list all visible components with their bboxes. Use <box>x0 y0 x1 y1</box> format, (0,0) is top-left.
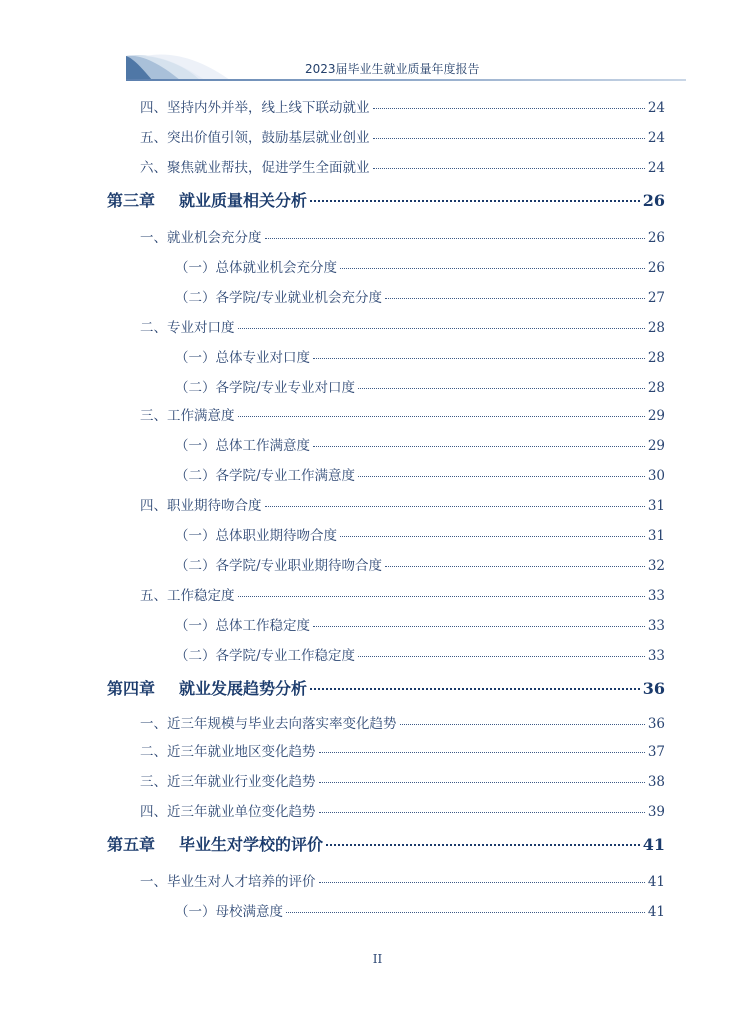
toc-entry-label: （二）各学院/专业就业机会充分度 <box>175 290 383 306</box>
header-title: 2023届毕业生就业质量年度报告 <box>305 62 480 76</box>
toc-dot-leader <box>358 476 645 477</box>
toc-dot-leader <box>319 782 645 783</box>
toc-entry[interactable] <box>175 464 665 484</box>
toc-dot-leader <box>373 138 645 139</box>
toc-page-number: 37 <box>647 744 665 760</box>
toc-page-number: 41 <box>642 835 665 854</box>
toc-entry-label: （一）总体工作满意度 <box>175 438 310 454</box>
toc-page-number: 33 <box>647 588 665 604</box>
toc-page-number: 30 <box>647 468 665 484</box>
toc-entry[interactable] <box>140 316 665 336</box>
toc-dot-leader <box>385 298 645 299</box>
toc-page-number: 41 <box>647 904 665 920</box>
toc-entry[interactable] <box>175 434 665 454</box>
toc-dot-leader <box>400 724 645 725</box>
toc-entry[interactable] <box>140 226 665 246</box>
toc-chapter-title: 就业质量相关分析 <box>179 191 308 210</box>
toc-entry[interactable] <box>175 376 665 396</box>
toc-entry-label: （二）各学院/专业工作满意度 <box>175 468 356 484</box>
toc-entry-label: （二）各学院/专业工作稳定度 <box>175 648 356 664</box>
toc-dot-leader <box>373 108 645 109</box>
toc-page-number: 24 <box>647 100 665 116</box>
toc-entry[interactable] <box>175 614 665 634</box>
toc-page-number: 26 <box>642 191 665 210</box>
toc-entry-label: 四、职业期待吻合度 <box>140 498 262 514</box>
toc-dot-leader <box>340 536 645 537</box>
toc-chapter-entry[interactable] <box>107 188 665 211</box>
toc-entry[interactable] <box>140 712 665 732</box>
toc-dot-leader <box>326 844 640 846</box>
toc-entry-label: （一）总体专业对口度 <box>175 350 310 366</box>
toc-page-number: 31 <box>647 528 665 544</box>
toc-entry[interactable] <box>140 404 665 424</box>
toc-entry-label: （二）各学院/专业职业期待吻合度 <box>175 558 383 574</box>
toc-page-number: 29 <box>647 438 665 454</box>
toc-dot-leader <box>358 388 645 389</box>
toc-page-number: 24 <box>647 130 665 146</box>
toc-entry-label: 二、近三年就业地区变化趋势 <box>140 744 316 760</box>
toc-dot-leader <box>310 200 640 202</box>
toc-dot-leader <box>358 656 645 657</box>
toc-page-number: 27 <box>647 290 665 306</box>
toc-page-number: 33 <box>647 648 665 664</box>
toc-entry-label: 一、毕业生对人才培养的评价 <box>140 874 316 890</box>
toc-entry-label: 六、聚焦就业帮扶，促进学生全面就业 <box>140 160 370 176</box>
toc-page-number: 41 <box>647 874 665 890</box>
toc-dot-leader <box>340 268 645 269</box>
toc-dot-leader <box>373 168 645 169</box>
toc-entry-label: 五、突出价值引领，鼓励基层就业创业 <box>140 130 370 146</box>
toc-entry-label <box>107 832 323 855</box>
toc-chapter-title: 就业发展趋势分析 <box>179 679 308 698</box>
toc-page-number: 33 <box>647 618 665 634</box>
page-number: II <box>372 952 383 966</box>
toc-dot-leader <box>313 446 645 447</box>
toc-entry[interactable] <box>140 584 665 604</box>
toc-entry-label: 四、近三年就业单位变化趋势 <box>140 804 316 820</box>
toc-page-number: 26 <box>647 260 665 276</box>
toc-entry-label: （一）总体职业期待吻合度 <box>175 528 337 544</box>
toc-dot-leader <box>286 912 645 913</box>
toc-page-number: 28 <box>647 380 665 396</box>
toc-entry[interactable] <box>140 800 665 820</box>
toc-entry-label: 三、近三年就业行业变化趋势 <box>140 774 316 790</box>
toc-entry[interactable] <box>140 156 665 176</box>
toc-chapter-title: 毕业生对学校的评价 <box>179 835 324 854</box>
toc-dot-leader <box>313 358 645 359</box>
toc-page-number: 28 <box>647 320 665 336</box>
toc-entry[interactable] <box>175 554 665 574</box>
toc-chapter-number: 第三章 <box>107 191 156 210</box>
toc-chapter-entry[interactable] <box>107 832 665 855</box>
toc-page-number: 38 <box>647 774 665 790</box>
toc-dot-leader <box>313 626 645 627</box>
toc-page-number: 32 <box>647 558 665 574</box>
page-header <box>0 0 755 90</box>
toc-dot-leader <box>238 416 645 417</box>
toc-chapter-entry[interactable] <box>107 676 665 699</box>
toc-dot-leader <box>310 688 640 690</box>
toc-entry-label: （一）母校满意度 <box>175 904 283 920</box>
toc-entry[interactable] <box>175 524 665 544</box>
toc-entry[interactable] <box>140 96 665 116</box>
toc-page-number: 36 <box>642 679 665 698</box>
toc-entry-label: （一）总体工作稳定度 <box>175 618 310 634</box>
toc-page-number: 24 <box>647 160 665 176</box>
toc-entry-label: 五、工作稳定度 <box>140 588 235 604</box>
toc-entry-label: 四、坚持内外并举，线上线下联动就业 <box>140 100 370 116</box>
toc-entry[interactable] <box>140 494 665 514</box>
toc-dot-leader <box>238 596 645 597</box>
toc-dot-leader <box>385 566 645 567</box>
toc-dot-leader <box>265 506 645 507</box>
toc-entry[interactable] <box>175 900 665 920</box>
toc-entry[interactable] <box>175 644 665 664</box>
toc-entry-label <box>107 676 307 699</box>
toc-dot-leader <box>238 328 645 329</box>
toc-entry-label: 一、近三年规模与毕业去向落实率变化趋势 <box>140 716 397 732</box>
toc-entry-label: （二）各学院/专业专业对口度 <box>175 380 356 396</box>
toc-dot-leader <box>319 812 645 813</box>
toc-dot-leader <box>319 882 645 883</box>
toc-page-number: 36 <box>647 716 665 732</box>
toc-page-number: 29 <box>647 408 665 424</box>
toc-page-number: 28 <box>647 350 665 366</box>
toc-entry-label: 二、专业对口度 <box>140 320 235 336</box>
toc-page-number: 26 <box>647 230 665 246</box>
toc-page-number: 31 <box>647 498 665 514</box>
toc-chapter-number: 第五章 <box>107 835 156 854</box>
toc-entry[interactable] <box>175 256 665 276</box>
toc-entry[interactable] <box>140 870 665 890</box>
toc-entry[interactable] <box>175 286 665 306</box>
toc-dot-leader <box>265 238 645 239</box>
toc-entry[interactable] <box>140 126 665 146</box>
toc-chapter-number: 第四章 <box>107 679 156 698</box>
toc-entry[interactable] <box>140 740 665 760</box>
toc-entry[interactable] <box>140 770 665 790</box>
toc-entry-label: 一、就业机会充分度 <box>140 230 262 246</box>
toc-dot-leader <box>319 752 645 753</box>
toc-entry-label: 三、工作满意度 <box>140 408 235 424</box>
toc-entry[interactable] <box>175 346 665 366</box>
toc-page-number: 39 <box>647 804 665 820</box>
toc-entry-label: （一）总体就业机会充分度 <box>175 260 337 276</box>
toc-entry-label <box>107 188 307 211</box>
